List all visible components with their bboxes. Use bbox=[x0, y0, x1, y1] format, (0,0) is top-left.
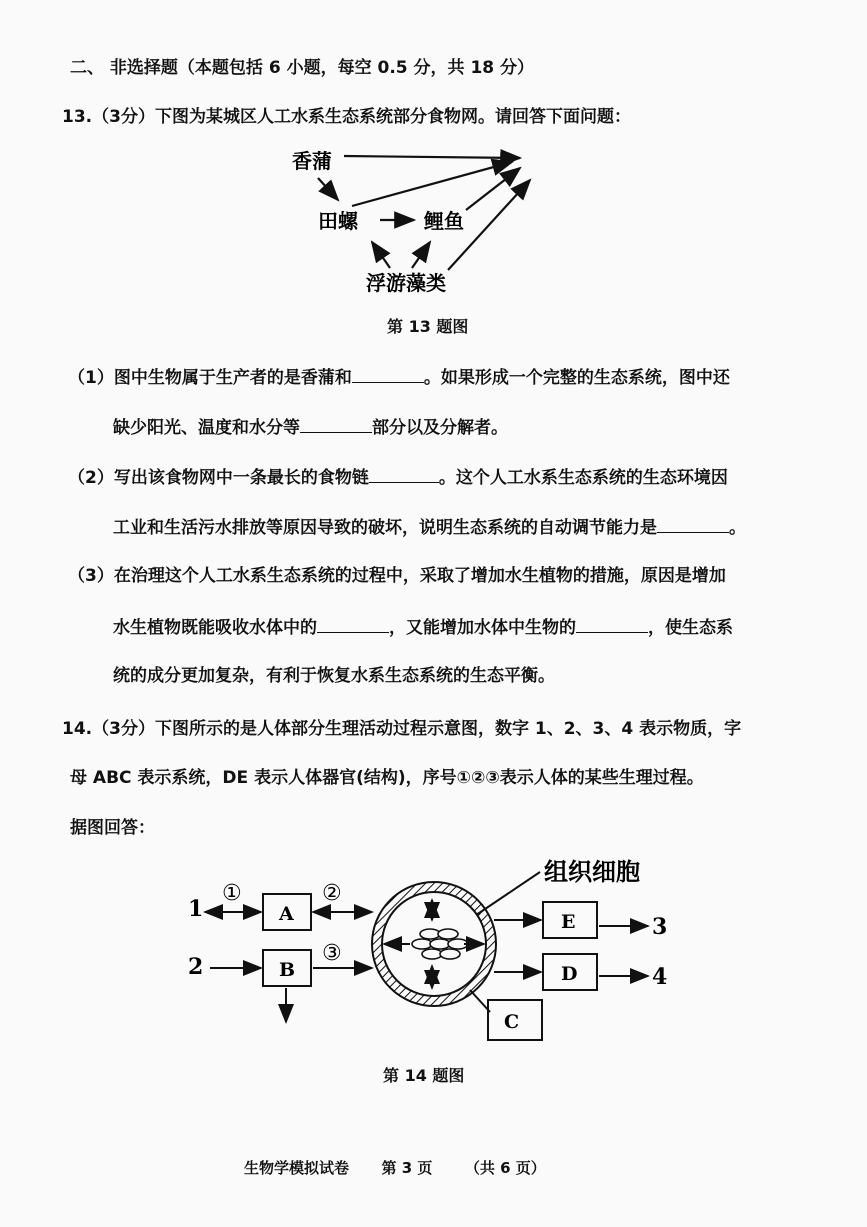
process-1-label: ① bbox=[222, 881, 242, 906]
section-header: 二、 非选择题（本题包括 6 小题，每空 0.5 分，共 18 分） bbox=[70, 58, 535, 78]
q13-p2-text-c: 工业和生活污水排放等原因导致的破坏，说明生态系统的自动调节能力是 bbox=[113, 518, 657, 538]
box-a-label: A bbox=[279, 903, 294, 925]
q13-p1-text-b: 。如果形成一个完整的生态系统，图中还 bbox=[423, 368, 730, 388]
arrow-cattail-to-snail bbox=[318, 178, 338, 200]
number-3: 3 bbox=[652, 914, 668, 940]
q13-p3-text-c: ，使生态系 bbox=[648, 618, 733, 638]
q13-p1-text-c: 缺少阳光、温度和水分等 bbox=[113, 418, 300, 438]
number-2: 2 bbox=[188, 954, 204, 980]
arrow-cattail-to-top bbox=[344, 156, 520, 158]
q13-part2-line2 bbox=[113, 518, 746, 537]
q13-part1-line2 bbox=[113, 418, 508, 437]
q13-stem: 13.（3分）下图为某城区人工水系生态系统部分食物网。请回答下面问题： bbox=[62, 107, 631, 127]
arrow-carp-to-top bbox=[466, 168, 520, 210]
node-cattail: 香蒲 bbox=[292, 149, 332, 173]
q13-p3-text-a: 水生植物既能吸收水体中的 bbox=[113, 618, 317, 638]
answer-blank[interactable] bbox=[300, 418, 372, 433]
box-e-label: E bbox=[561, 911, 576, 933]
answer-blank[interactable] bbox=[352, 368, 424, 383]
q14-stem-line2: 母 ABC 表示系统，DE 表示人体器官(结构)，序号①②③表示人体的某些生理过程。 bbox=[70, 768, 704, 788]
q13-part3-line3: 统的成分更加复杂，有利于恢复水系生态系统的生态平衡。 bbox=[113, 666, 555, 686]
q13-part3-line2 bbox=[113, 618, 733, 637]
arrow-algae-to-carp bbox=[412, 242, 430, 268]
box-d-label: D bbox=[561, 963, 578, 985]
answer-blank[interactable] bbox=[576, 618, 648, 633]
q13-part3-line1: （3）在治理这个人工水系生态系统的过程中，采取了增加水生植物的措施，原因是增加 bbox=[68, 566, 726, 586]
q14-stem-line1: 14.（3分）下图所示的是人体部分生理活动过程示意图，数字 1、2、3、4 表示物质，字 bbox=[62, 719, 742, 739]
food-web-diagram bbox=[0, 140, 867, 440]
process-3-label: ③ bbox=[322, 941, 342, 966]
node-carp: 鲤鱼 bbox=[424, 209, 464, 233]
footer-total: （共 6 页） bbox=[464, 1159, 546, 1177]
number-4: 4 bbox=[652, 964, 668, 990]
q13-part1-line1 bbox=[68, 368, 730, 387]
footer-subject: 生物学模拟试卷 bbox=[244, 1159, 350, 1177]
answer-blank[interactable] bbox=[657, 518, 729, 533]
q13-p1-text-a: （1）图中生物属于生产者的是香蒲和 bbox=[68, 368, 352, 388]
q13-p2-text-a: （2）写出该食物网中一条最长的食物链 bbox=[68, 468, 369, 488]
node-plankton-algae: 浮游藻类 bbox=[366, 271, 446, 295]
process-2-label: ② bbox=[322, 881, 342, 906]
box-b-label: B bbox=[279, 959, 296, 981]
footer-page: 第 3 页 bbox=[381, 1159, 433, 1177]
q14-caption: 第 14 题图 bbox=[383, 1066, 465, 1085]
node-snail: 田螺 bbox=[318, 209, 358, 233]
q13-caption: 第 13 题图 bbox=[387, 317, 469, 336]
physiology-diagram bbox=[0, 850, 867, 1070]
tissue-cell-label: 组织细胞 bbox=[544, 858, 640, 886]
q14-stem-line3: 据图回答： bbox=[70, 818, 155, 838]
q13-p1-text-d: 部分以及分解者。 bbox=[372, 418, 508, 438]
q13-part2-line1 bbox=[68, 468, 728, 487]
number-1: 1 bbox=[188, 896, 204, 922]
arrow-snail-to-top bbox=[352, 162, 512, 206]
arrow-algae-to-snail bbox=[372, 242, 390, 268]
q13-p3-text-b: ，又能增加水体中生物的 bbox=[389, 618, 576, 638]
q13-p2-text-b: 。这个人工水系生态系统的生态环境因 bbox=[438, 468, 728, 488]
answer-blank[interactable] bbox=[317, 618, 389, 633]
answer-blank[interactable] bbox=[369, 468, 439, 483]
box-c-label: C bbox=[504, 1011, 520, 1033]
page-footer bbox=[244, 1161, 546, 1176]
q13-p2-text-d: 。 bbox=[729, 518, 746, 538]
